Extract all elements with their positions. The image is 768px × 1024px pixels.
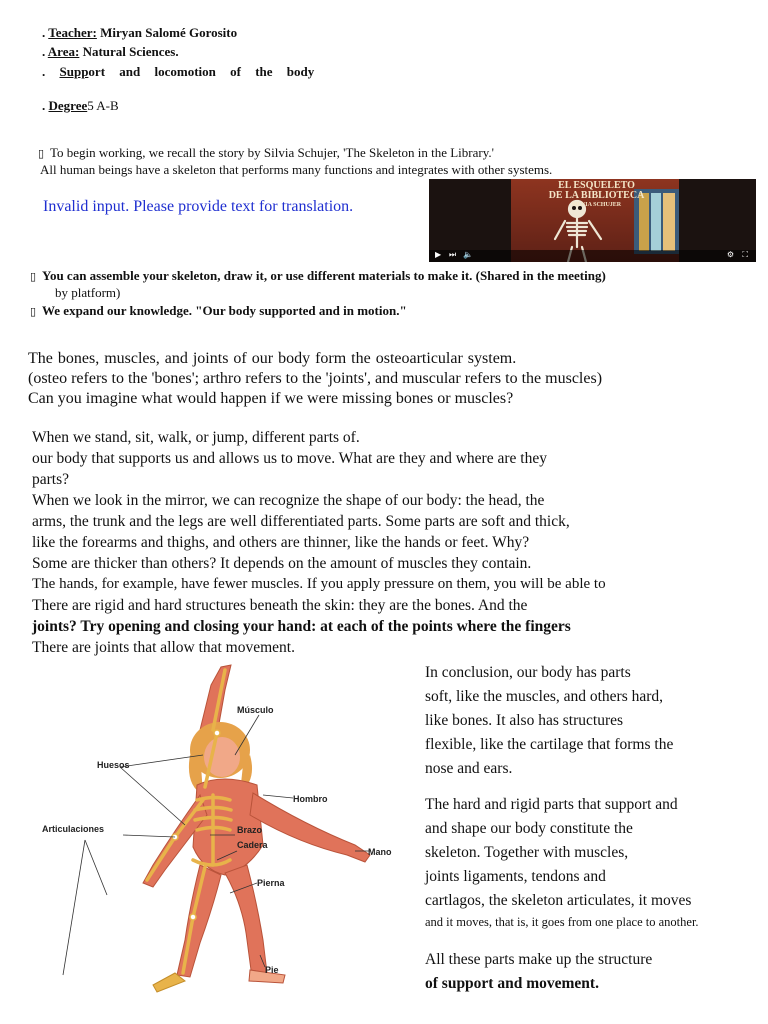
body-paragraph: When we stand, sit, walk, or jump, different parts of. our body that supports us and allows us to move. What are they and where are they parts? When we look in the mirror, we can recognize the shape of our body: the head, the arms, the trunk and the legs are well differentiated parts. Some parts are soft and thick, like the forearms and thighs, and others are thinner, like the hands or feet. Why? Some are thicker than others? It depends on the amount of muscles they contain. The hands, for example, have fewer muscles. If you apply pressure on them, you will be able to There are rigid and hard structures beneath the skin: they are the bones. And the joints? Try opening and closing your hand: at each of the points where the fingers There are joints that allow that movement.: [32, 429, 606, 656]
degree-line: . Degree5 A-B: [42, 98, 119, 113]
volume-icon[interactable]: 🔈: [463, 250, 473, 259]
area-value: Natural Sciences.: [82, 44, 179, 59]
settings-icon[interactable]: ⚙: [726, 250, 734, 259]
video-control-bar[interactable]: [429, 250, 756, 262]
label-mano: Mano: [368, 847, 392, 857]
play-icon[interactable]: ▶: [435, 250, 442, 259]
conclusion-paragraph-3: All these parts make up the structure of support and movement.: [425, 951, 653, 992]
label-cadera: Cadera: [237, 840, 268, 850]
intro-line-1: ▯ To begin working, we recall the story by Silvia Schujer, 'The Skeleton in the Library.': [38, 145, 494, 160]
label-brazo: Brazo: [237, 825, 263, 835]
label-pie: Pie: [265, 965, 279, 975]
label-huesos: Huesos: [97, 760, 130, 770]
degree-label: Degree: [48, 98, 88, 113]
activity-line-1: ▯ You can assemble your skeleton, draw it, or use different materials to make it. (Shared in the meeting): [30, 268, 606, 283]
label-hombro: Hombro: [293, 794, 328, 804]
topic-line: . Support and locomotion of the body: [42, 64, 315, 79]
missing-glyph-icon: ▯: [30, 270, 37, 283]
degree-value: 5 A-B: [87, 98, 119, 113]
label-pierna: Pierna: [257, 878, 285, 888]
teacher-line: . Teacher: Miryan Salomé Gorosito: [42, 25, 238, 40]
topic-underlined: Supp: [59, 64, 89, 79]
activity-line-2: ▯ We expand our knowledge. "Our body supported and in motion.": [30, 303, 407, 318]
fullscreen-icon[interactable]: ⛶: [742, 250, 748, 259]
next-icon[interactable]: ⏭: [449, 250, 457, 259]
label-articulaciones: Articulaciones: [42, 824, 105, 834]
area-label: Area:: [47, 44, 80, 59]
conclusion-paragraph-2: The hard and rigid parts that support and and shape our body constitute the skeleton. Together with muscles, joints ligaments, tendons and cartlagos, the skeleton articulates, it moves and it moves, that is, it goes from one place to another.: [425, 796, 699, 929]
missing-glyph-icon: ▯: [38, 147, 45, 160]
teacher-name: Miryan Salomé Gorosito: [100, 25, 238, 40]
teacher-label: Teacher:: [48, 25, 97, 40]
osteo-paragraph: The bones, muscles, and joints of our body form the osteoarticular system. (osteo refers to the 'bones'; arthro refers to the 'joints', and muscular refers to the muscles) Can you imagine what would happen if we were missing bones or muscles?: [28, 350, 603, 407]
conclusion-paragraph-1: In conclusion, our body has parts soft, like the muscles, and others hard, like bones. It also has structures flexible, like the cartilage that forms the nose and ears.: [425, 664, 674, 777]
missing-glyph-icon: ▯: [30, 305, 37, 318]
area-line: . Area: Natural Sciences.: [42, 44, 179, 59]
intro-line-2: All human beings have a skeleton that performs many functions and integrates with other systems.: [40, 162, 553, 177]
video-title: EL ESQUELETO DE LA BIBLIOTECA SILVIA SCHUJER: [548, 180, 645, 208]
video-thumbnail[interactable]: [429, 179, 756, 262]
label-musculo: Músculo: [237, 705, 274, 715]
topic-rest: ort and locomotion of the body: [88, 64, 315, 79]
activity-line-1b: by platform): [55, 285, 121, 300]
anatomy-figure: [25, 655, 410, 1000]
invalid-input-message: Invalid input. Please provide text for translation.: [43, 198, 354, 215]
